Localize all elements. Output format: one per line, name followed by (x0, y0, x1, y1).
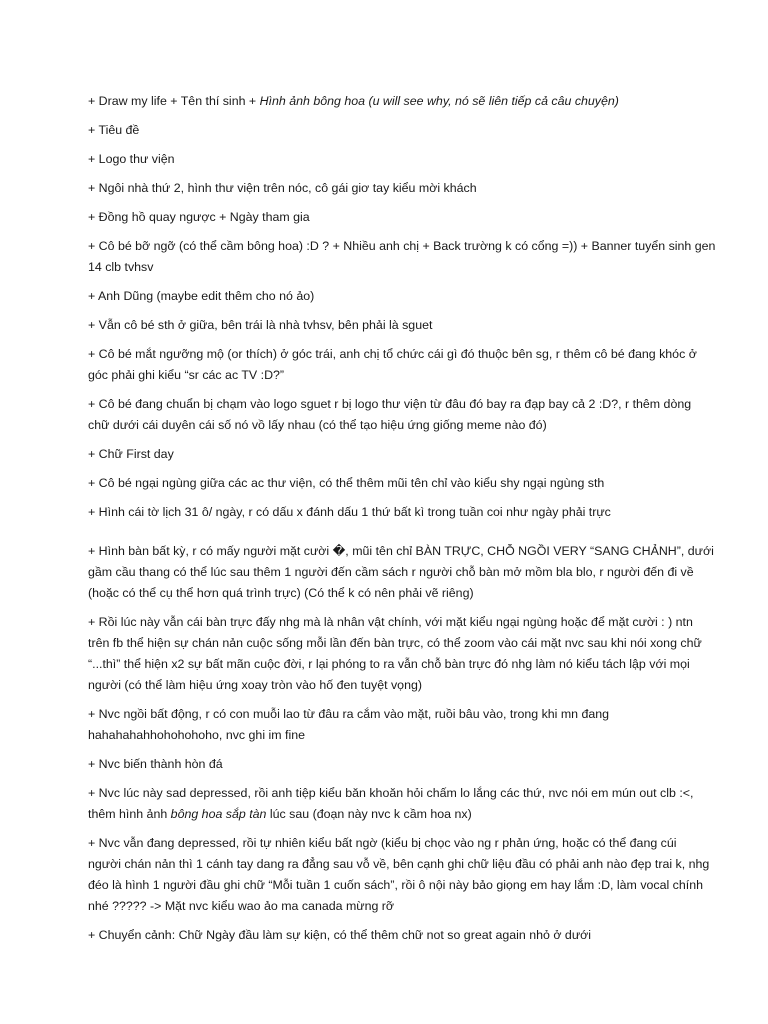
italic-text: Hình ảnh bông hoa (u will see why, nó sẽ liên tiếp cả câu chuyện) (259, 94, 619, 108)
text-segment: + Tiêu đề (88, 123, 140, 137)
document-page (88, 91, 728, 954)
text-line (88, 394, 728, 415)
text-segment: + Draw my life + Tên thí sinh + (88, 94, 260, 108)
text-segment: + Anh Dũng (maybe edit thêm cho nó ảo) (88, 289, 315, 303)
text-segment: + Chữ First day (88, 447, 174, 461)
text-segment: + Đồng hồ quay ngược + Ngày tham gia (88, 210, 310, 224)
text-line (88, 502, 728, 523)
text-segment: + Nvc lúc này sad depressed, rồi anh tiệp kiểu băn khoăn hỏi chấm lo lắng các thứ, nvc nói em mún out clb :<, (88, 786, 694, 800)
text-line (88, 473, 728, 494)
text-segment: chữ dưới cái duyên cái số nó vồ lấy nhau (có thể tạo hiệu ứng giống meme nào đó) (88, 418, 547, 432)
bullet-paragraph (88, 502, 728, 523)
bullet-paragraph (88, 149, 728, 170)
text-line (88, 344, 728, 365)
text-line (88, 675, 728, 696)
bullet-paragraph (88, 91, 728, 112)
text-segment: + Hình bàn bất kỳ, r có mấy người mặt cười �, mũi tên chỉ BÀN TRỰC, CHỖ NGỒI VERY “SANG CHẢNH”, dưới (88, 544, 714, 558)
text-line (88, 236, 728, 257)
text-segment: + Chuyển cảnh: Chữ Ngày đầu làm sự kiện, có thể thêm chữ not so great again nhỏ ở dưới (88, 928, 591, 942)
text-segment: gầm cầu thang có thể lúc sau thêm 1 người đến cầm sách r người chỗ bàn mở mồm bla blo, r người đến đi về (88, 565, 694, 579)
bullet-paragraph (88, 444, 728, 465)
bullet-paragraph (88, 178, 728, 199)
bullet-paragraph (88, 612, 728, 696)
text-line (88, 207, 728, 228)
bullet-paragraph (88, 541, 728, 604)
text-line (88, 415, 728, 436)
text-segment: + Nvc ngồi bất động, r có con muỗi lao từ đâu ra cắm vào mặt, ruồi bâu vào, trong khi mn đang (88, 707, 610, 721)
text-segment: góc phải ghi kiểu “sr các ac TV :D?” (88, 368, 285, 382)
text-line (88, 925, 728, 946)
text-line (88, 120, 728, 141)
text-line (88, 315, 728, 336)
text-line (88, 286, 728, 307)
text-segment: (hoặc có thể cụ thể hơn quá trình trực) (Có thể k có nên phải vẽ riêng) (88, 586, 474, 600)
bullet-paragraph (88, 207, 728, 228)
text-line (88, 854, 728, 875)
text-segment: đéo là hình 1 người đầu ghi chữ “Mỗi tuần 1 cuốn sách”, rồi ô nội này bảo giọng em hay lắm :D, làm vocal chính (88, 878, 703, 892)
text-segment: “...thì” thể hiện x2 sự bất mãn cuộc đời, r lại phóng to ra vẫn chỗ bàn trực đó nhg làm nó kiểu tách lập với mọi (88, 657, 690, 671)
text-segment: + Cô bé mắt ngưỡng mộ (or thích) ở góc trái, anh chị tổ chức cái gì đó thuộc bên sg, r thêm cô bé đang khóc ở (88, 347, 697, 361)
bullet-paragraph (88, 344, 728, 386)
text-segment: + Nvc vẫn đang depressed, rồi tự nhiên kiểu bất ngờ (kiểu bị chọc vào ng r phản ứng, hoặc có thể đang cúi (88, 836, 677, 850)
text-segment: + Hình cái tờ lịch 31 ô/ ngày, r có dấu x đánh dấu 1 thứ bất kì trong tuần coi như ngày phải trực (88, 505, 611, 519)
text-segment: + Cô bé ngại ngùng giữa các ac thư viện, có thể thêm mũi tên chỉ vào kiểu shy ngại ngùng sth (88, 476, 605, 490)
text-segment: + Cô bé đang chuẩn bị chạm vào logo sguet r bị logo thư viện từ đâu đó bay ra đạp bay cả 2 :D?, r thêm dòng (88, 397, 692, 411)
bullet-paragraph (88, 394, 728, 436)
text-segment: thêm hình ảnh (88, 807, 171, 821)
text-line (88, 444, 728, 465)
text-segment: trên fb thể hiện sự chán nản cuộc sống mỗi lần đến bàn trực, có thể zoom vào cái mặt nvc sau khi nói xong chữ (88, 636, 702, 650)
text-segment: + Logo thư viện (88, 152, 175, 166)
text-segment: + Ngôi nhà thứ 2, hình thư viện trên nóc, cô gái giơ tay kiểu mời khách (88, 181, 477, 195)
text-line (88, 149, 728, 170)
text-line (88, 257, 728, 278)
text-line (88, 365, 728, 386)
text-line (88, 612, 728, 633)
text-segment: nhé ????? -> Mặt nvc kiểu wao ảo ma canada mừng rỡ (88, 899, 395, 913)
text-segment: 14 clb tvhsv (88, 260, 154, 274)
text-segment: + Cô bé bỡ ngỡ (có thể cầm bông hoa) :D ? + Nhiều anh chị + Back trường k có cổng =)) + Banner tuyển sinh gen (88, 239, 716, 253)
text-line (88, 896, 728, 917)
bullet-paragraph (88, 286, 728, 307)
text-line (88, 833, 728, 854)
bullet-paragraph (88, 473, 728, 494)
bullet-paragraph (88, 783, 728, 825)
text-line (88, 875, 728, 896)
text-line (88, 541, 728, 562)
text-line (88, 562, 728, 583)
text-line (88, 654, 728, 675)
text-line (88, 178, 728, 199)
text-segment: + Rồi lúc này vẫn cái bàn trực đấy nhg mà là nhân vật chính, với mặt kiểu ngại ngùng hoặc để mặt cười : ) ntn (88, 615, 693, 629)
text-line (88, 633, 728, 654)
text-line (88, 783, 728, 804)
text-segment: người chán nản thì 1 cánh tay dang ra đẳng sau vỗ về, bên cạnh ghi chữ liệu đầu có phải anh nào đẹp trai k, nhg (88, 857, 710, 871)
text-line (88, 583, 728, 604)
text-segment: người (có thể làm hiệu ứng xoay tròn vào hố đen tuyệt vọng) (88, 678, 422, 692)
text-line (88, 754, 728, 775)
bullet-paragraph (88, 754, 728, 775)
text-segment: hahahahahhohohohoho, nvc ghi im fine (88, 728, 306, 742)
text-line (88, 91, 728, 112)
italic-text: bông hoa sắp tàn (170, 807, 267, 821)
bullet-paragraph (88, 236, 728, 278)
bullet-paragraph (88, 120, 728, 141)
bullet-paragraph (88, 833, 728, 917)
bullet-paragraph (88, 704, 728, 746)
text-line (88, 804, 728, 825)
text-segment: lúc sau (đoạn này nvc k cầm hoa nx) (266, 807, 472, 821)
text-segment: + Vẫn cô bé sth ở giữa, bên trái là nhà tvhsv, bên phải là sguet (88, 318, 433, 332)
bullet-paragraph (88, 925, 728, 946)
text-line (88, 704, 728, 725)
bullet-paragraph (88, 315, 728, 336)
text-line (88, 725, 728, 746)
text-segment: + Nvc biến thành hòn đá (88, 757, 223, 771)
